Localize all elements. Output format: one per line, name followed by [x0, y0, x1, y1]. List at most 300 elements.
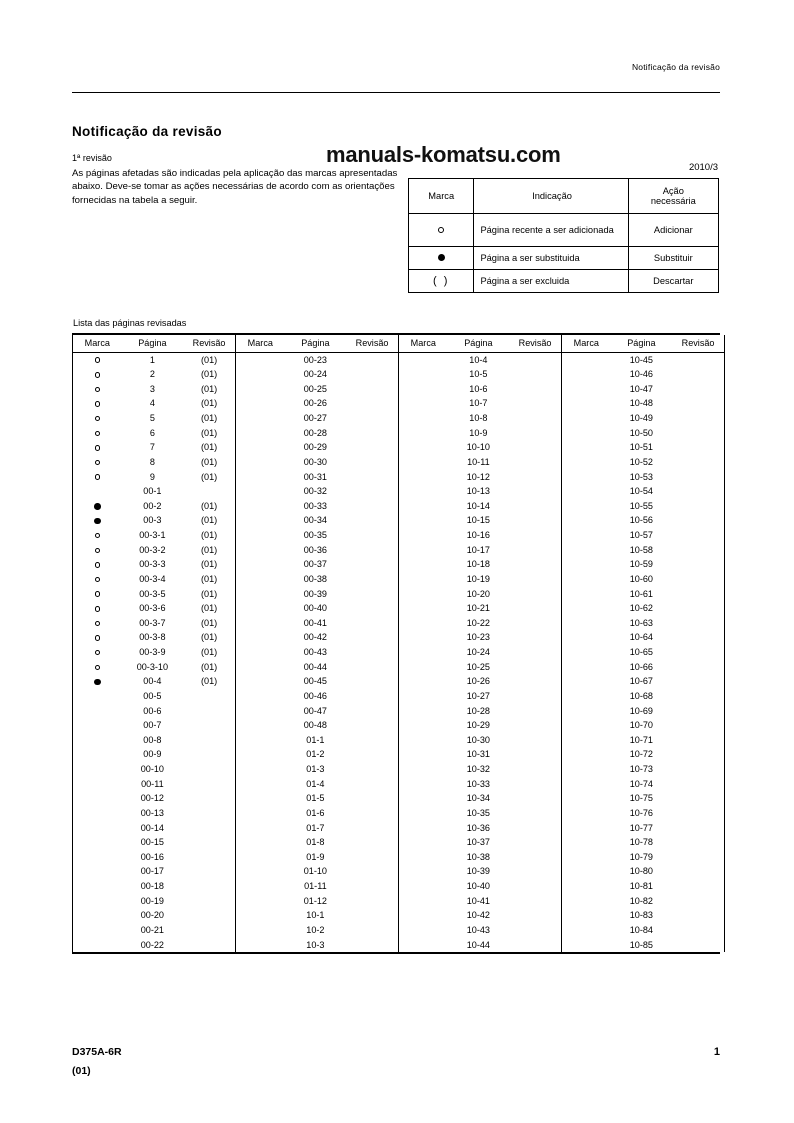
cell-marca: [399, 791, 448, 806]
cell-pagina: 10-72: [629, 749, 653, 760]
cell-marca: [73, 543, 122, 558]
cell-marca: [399, 660, 448, 675]
cell-pagina: 10-74: [629, 778, 653, 789]
table-row: [73, 367, 235, 382]
cell-pagina: 10-10: [466, 442, 490, 453]
cell-revisao: [672, 645, 724, 660]
cell-pagina: 10-61: [629, 588, 653, 599]
cell-revisao: [346, 806, 398, 821]
cell-pagina: 10-4: [469, 354, 488, 365]
cell-pagina: 00-20: [140, 910, 164, 921]
cell-revisao: [346, 352, 398, 367]
table-row: [236, 674, 398, 689]
cell-marca: [399, 879, 448, 894]
cell-marca: [236, 894, 285, 909]
table-row: [73, 513, 235, 528]
cell-marca: [399, 557, 448, 572]
table-row: [73, 762, 235, 777]
table-row: [236, 806, 398, 821]
table-row: [562, 747, 724, 762]
table-row: [562, 850, 724, 865]
cell-marca: [562, 733, 611, 748]
cell-pagina: 10-68: [629, 690, 653, 701]
table-row: [399, 689, 561, 704]
cell-revisao: [509, 455, 561, 470]
cell-revisao: [346, 835, 398, 850]
cell-pagina: 2: [149, 369, 155, 380]
cell-pagina: 00-3-7: [139, 617, 166, 628]
cell-marca: [73, 850, 122, 865]
cell-revisao: (01): [200, 559, 218, 570]
cell-pagina: 00-3-10: [136, 661, 169, 672]
revision-label: 1ª revisão: [72, 153, 112, 163]
table-row: [562, 938, 724, 953]
cell-revisao: [672, 689, 724, 704]
cell-pagina: 01-10: [303, 866, 327, 877]
open-circle-icon: [95, 665, 101, 671]
cell-pagina: 10-42: [466, 910, 490, 921]
cell-marca: [73, 528, 122, 543]
cell-revisao: [672, 440, 724, 455]
subtable-header-row-4: [562, 335, 724, 353]
parentheses-icon: ( ): [433, 275, 450, 287]
table-row: [562, 455, 724, 470]
subtable-body-4: [562, 352, 724, 952]
table-row: [73, 704, 235, 719]
filled-circle-icon: [438, 254, 445, 261]
cell-revisao: [672, 660, 724, 675]
cell-pagina: 10-36: [466, 822, 490, 833]
cell-revisao: [509, 938, 561, 953]
cell-marca: [236, 587, 285, 602]
table-row: [399, 557, 561, 572]
open-circle-icon: [95, 562, 101, 568]
cell-pagina: 10-48: [629, 398, 653, 409]
table-row: [399, 630, 561, 645]
table-bottom-border: [72, 952, 720, 954]
open-circle-icon: [95, 357, 101, 363]
cell-pagina: 01-12: [303, 895, 327, 906]
legend-row-discard: [409, 270, 719, 293]
table-row: [399, 513, 561, 528]
table-row: [399, 718, 561, 733]
cell-revisao: [672, 791, 724, 806]
cell-revisao: [346, 718, 398, 733]
cell-marca: [562, 923, 611, 938]
cell-pagina: 10-25: [466, 661, 490, 672]
cell-revisao: [672, 455, 724, 470]
cell-revisao: (01): [200, 413, 218, 424]
cell-pagina: 00-3: [143, 515, 162, 526]
cell-marca: [73, 440, 122, 455]
table-row: [562, 601, 724, 616]
open-circle-icon: [95, 533, 101, 539]
cell-revisao: [509, 777, 561, 792]
cell-revisao: [183, 938, 235, 953]
cell-pagina: 00-3-2: [139, 544, 166, 555]
cell-revisao: [509, 382, 561, 397]
cell-marca: [562, 543, 611, 558]
cell-pagina: 01-1: [306, 734, 325, 745]
cell-marca: [399, 835, 448, 850]
cell-marca: [399, 938, 448, 953]
cell-revisao: [672, 411, 724, 426]
cell-pagina: 10-60: [629, 573, 653, 584]
table-row: [73, 645, 235, 660]
cell-revisao: [346, 557, 398, 572]
table-row: [399, 674, 561, 689]
cell-revisao: [509, 821, 561, 836]
cell-pagina: 10-67: [629, 676, 653, 687]
cell-pagina: 10-1: [306, 910, 325, 921]
cell-revisao: [672, 470, 724, 485]
cell-revisao: [509, 513, 561, 528]
open-circle-icon: [95, 577, 101, 583]
cell-marca: [562, 850, 611, 865]
cell-marca: [73, 747, 122, 762]
cell-marca: [399, 923, 448, 938]
cell-revisao: [346, 543, 398, 558]
cell-pagina: 01-5: [306, 793, 325, 804]
cell-revisao: [183, 835, 235, 850]
cell-revisao: [672, 704, 724, 719]
cell-marca: [73, 689, 122, 704]
cell-pagina: 00-27: [303, 413, 327, 424]
cell-pagina: 00-31: [303, 471, 327, 482]
cell-marca: [236, 879, 285, 894]
cell-revisao: (01): [200, 427, 218, 438]
cell-pagina: 00-26: [303, 398, 327, 409]
table-row: [399, 352, 561, 367]
cell-revisao: [183, 762, 235, 777]
cell-pagina: 00-3-5: [139, 588, 166, 599]
cell-marca: [399, 455, 448, 470]
cell-revisao: [672, 352, 724, 367]
cell-marca: [562, 455, 611, 470]
table-row: [562, 864, 724, 879]
table-row: [399, 440, 561, 455]
table-row: [236, 908, 398, 923]
cell-pagina: 00-16: [140, 851, 164, 862]
cell-revisao: [346, 616, 398, 631]
cell-pagina: 10-63: [629, 617, 653, 628]
open-circle-icon: [95, 635, 101, 641]
cell-revisao: [346, 528, 398, 543]
page-title: Notificação da revisão: [72, 124, 222, 139]
cell-revisao: [509, 616, 561, 631]
table-row: [236, 762, 398, 777]
cell-pagina: 00-48: [303, 720, 327, 731]
table-row: [562, 689, 724, 704]
cell-marca: [73, 777, 122, 792]
table-block-3: [399, 335, 562, 953]
cell-marca: [236, 923, 285, 938]
cell-revisao: (01): [200, 354, 218, 365]
table-row: [562, 367, 724, 382]
cell-pagina: 00-30: [303, 456, 327, 467]
cell-revisao: [509, 645, 561, 660]
cell-pagina: 01-11: [304, 881, 327, 892]
table-row: [562, 791, 724, 806]
table-row: [399, 543, 561, 558]
open-circle-icon: [95, 372, 101, 378]
cell-revisao: (01): [200, 573, 218, 584]
cell-marca: [236, 806, 285, 821]
cell-pagina: 10-54: [629, 486, 653, 497]
cell-pagina: 10-77: [629, 822, 653, 833]
cell-pagina: 4: [149, 398, 155, 409]
open-circle-icon: [95, 621, 101, 627]
table-row: [236, 718, 398, 733]
cell-marca: [73, 718, 122, 733]
cell-marca: [73, 923, 122, 938]
cell-marca: [399, 645, 448, 660]
cell-marca: [562, 747, 611, 762]
cell-marca: [73, 733, 122, 748]
cell-revisao: [346, 455, 398, 470]
cell-revisao: (01): [200, 588, 218, 599]
cell-marca: [236, 396, 285, 411]
table-row: [73, 938, 235, 953]
cell-revisao: [509, 864, 561, 879]
cell-pagina: 10-78: [629, 837, 653, 848]
cell-marca: [562, 879, 611, 894]
table-row: [399, 470, 561, 485]
cell-revisao: [346, 704, 398, 719]
cell-pagina: 10-21: [466, 603, 490, 614]
cell-marca: [236, 352, 285, 367]
cell-revisao: [672, 513, 724, 528]
cell-revisao: [183, 850, 235, 865]
cell-marca: [562, 382, 611, 397]
cell-pagina: 00-3-3: [139, 559, 166, 570]
cell-pagina: 5: [149, 413, 155, 424]
table-row: [73, 470, 235, 485]
cell-pagina: 10-51: [629, 442, 653, 453]
cell-pagina: 10-33: [466, 778, 490, 789]
cell-pagina: 01-8: [306, 837, 325, 848]
cell-marca: [73, 616, 122, 631]
table-row: [236, 864, 398, 879]
cell-pagina: 00-3-6: [139, 603, 166, 614]
cell-revisao: [346, 499, 398, 514]
cell-revisao: [672, 426, 724, 441]
cell-marca: [399, 777, 448, 792]
open-circle-icon: [95, 606, 101, 612]
cell-pagina: 10-12: [466, 471, 490, 482]
table-row: [236, 352, 398, 367]
table-row: [399, 762, 561, 777]
cell-revisao: [509, 923, 561, 938]
table-row: [73, 601, 235, 616]
cell-revisao: [509, 572, 561, 587]
legend-row-replace: [409, 247, 719, 270]
table-row: [562, 908, 724, 923]
table-row: [562, 616, 724, 631]
table-row: [562, 645, 724, 660]
table-row: [73, 689, 235, 704]
table-row: [399, 864, 561, 879]
cell-pagina: 10-38: [466, 851, 490, 862]
table-row: [562, 440, 724, 455]
filled-circle-icon: [94, 503, 101, 510]
cell-marca: [562, 938, 611, 953]
cell-marca: [73, 396, 122, 411]
cell-revisao: (01): [200, 383, 218, 394]
cell-marca: [236, 499, 285, 514]
cell-marca: [399, 543, 448, 558]
cell-revisao: (01): [200, 661, 218, 672]
table-row: [73, 484, 235, 499]
cell-marca: [73, 557, 122, 572]
cell-marca: [236, 484, 285, 499]
table-row: [399, 528, 561, 543]
cell-revisao: [346, 894, 398, 909]
open-circle-icon: [438, 227, 444, 233]
cell-revisao: [346, 923, 398, 938]
cell-marca: [562, 821, 611, 836]
cell-marca: [236, 864, 285, 879]
cell-marca: [236, 528, 285, 543]
cell-marca: [236, 718, 285, 733]
table-row: [562, 352, 724, 367]
cell-revisao: [346, 440, 398, 455]
cell-marca: [562, 660, 611, 675]
col-header-revisao-2: Revisão: [346, 335, 398, 353]
cell-revisao: [672, 601, 724, 616]
cell-marca: [73, 879, 122, 894]
cell-marca: [73, 645, 122, 660]
cell-pagina: 00-4: [143, 676, 162, 687]
cell-revisao: [346, 470, 398, 485]
cell-revisao: [672, 850, 724, 865]
cell-revisao: [509, 484, 561, 499]
cell-marca: [562, 499, 611, 514]
open-circle-icon: [95, 431, 101, 437]
legend-header-acao-line2: necessária: [650, 196, 696, 206]
table-block-2: [236, 335, 399, 953]
table-row: [73, 543, 235, 558]
table-row: [562, 821, 724, 836]
cell-marca: [73, 352, 122, 367]
open-circle-icon: [95, 650, 101, 656]
table-row: [73, 864, 235, 879]
cell-pagina: 00-37: [303, 559, 327, 570]
table-row: [399, 616, 561, 631]
cell-revisao: [672, 718, 724, 733]
cell-pagina: 10-70: [629, 720, 653, 731]
table-row: [562, 470, 724, 485]
cell-pagina: 10-39: [466, 866, 490, 877]
table-row: [399, 908, 561, 923]
cell-pagina: 10-13: [466, 486, 490, 497]
cell-marca: [73, 938, 122, 953]
cell-marca: [73, 455, 122, 470]
cell-marca: [562, 689, 611, 704]
cell-pagina: 00-23: [303, 354, 327, 365]
revised-pages-columns-row: [73, 335, 725, 953]
cell-pagina: 00-18: [140, 881, 164, 892]
col-header-pagina-4: Página: [611, 335, 673, 353]
table-row: [562, 704, 724, 719]
table-row: [562, 382, 724, 397]
cell-revisao: [183, 733, 235, 748]
table-row: [562, 923, 724, 938]
cell-pagina: 10-32: [466, 764, 490, 775]
cell-marca: [399, 864, 448, 879]
cell-pagina: 10-84: [629, 924, 653, 935]
cell-marca: [236, 821, 285, 836]
cell-pagina: 10-59: [629, 559, 653, 570]
cell-pagina: 00-1: [143, 486, 162, 497]
table-row: [562, 411, 724, 426]
cell-pagina: 10-62: [629, 603, 653, 614]
cell-marca: [73, 762, 122, 777]
cell-revisao: [672, 938, 724, 953]
table-row: [73, 835, 235, 850]
cell-revisao: [672, 762, 724, 777]
cell-pagina: 01-4: [306, 778, 325, 789]
cell-marca: [562, 396, 611, 411]
cell-pagina: 10-64: [629, 632, 653, 643]
legend-header-marca: Marca: [409, 179, 474, 214]
cell-pagina: 10-52: [629, 456, 653, 467]
cell-marca: [399, 616, 448, 631]
cell-pagina: 00-42: [303, 632, 327, 643]
cell-marca: [73, 572, 122, 587]
cell-marca: [562, 513, 611, 528]
cell-revisao: [509, 835, 561, 850]
table-row: [236, 689, 398, 704]
cell-pagina: 00-2: [143, 500, 162, 511]
table-row: [399, 791, 561, 806]
cell-marca: [399, 484, 448, 499]
subtable-2: [236, 335, 398, 953]
cell-pagina: 10-80: [629, 866, 653, 877]
cell-revisao: [183, 718, 235, 733]
table-row: [73, 396, 235, 411]
cell-revisao: [346, 864, 398, 879]
cell-marca: [236, 426, 285, 441]
cell-pagina: 00-5: [143, 690, 162, 701]
cell-revisao: [509, 762, 561, 777]
footer-model: D375A-6R: [72, 1046, 122, 1058]
running-header: Notificação da revisão: [631, 62, 720, 72]
cell-revisao: [509, 352, 561, 367]
table-row: [236, 791, 398, 806]
cell-marca: [73, 791, 122, 806]
cell-marca: [399, 587, 448, 602]
cell-revisao: (01): [200, 647, 218, 658]
cell-marca: [236, 572, 285, 587]
cell-marca: [236, 791, 285, 806]
cell-marca: [236, 938, 285, 953]
cell-revisao: [672, 864, 724, 879]
table-row: [236, 557, 398, 572]
table-row: [236, 382, 398, 397]
cell-marca: [73, 894, 122, 909]
cell-pagina: 10-56: [629, 515, 653, 526]
table-row: [73, 440, 235, 455]
table-row: [562, 572, 724, 587]
cell-revisao: [509, 557, 561, 572]
col-header-marca-1: Marca: [73, 335, 122, 353]
cell-revisao: [346, 587, 398, 602]
subtable-header-row-1: [73, 335, 235, 353]
table-row: [73, 806, 235, 821]
cell-marca: [562, 864, 611, 879]
cell-revisao: [672, 777, 724, 792]
